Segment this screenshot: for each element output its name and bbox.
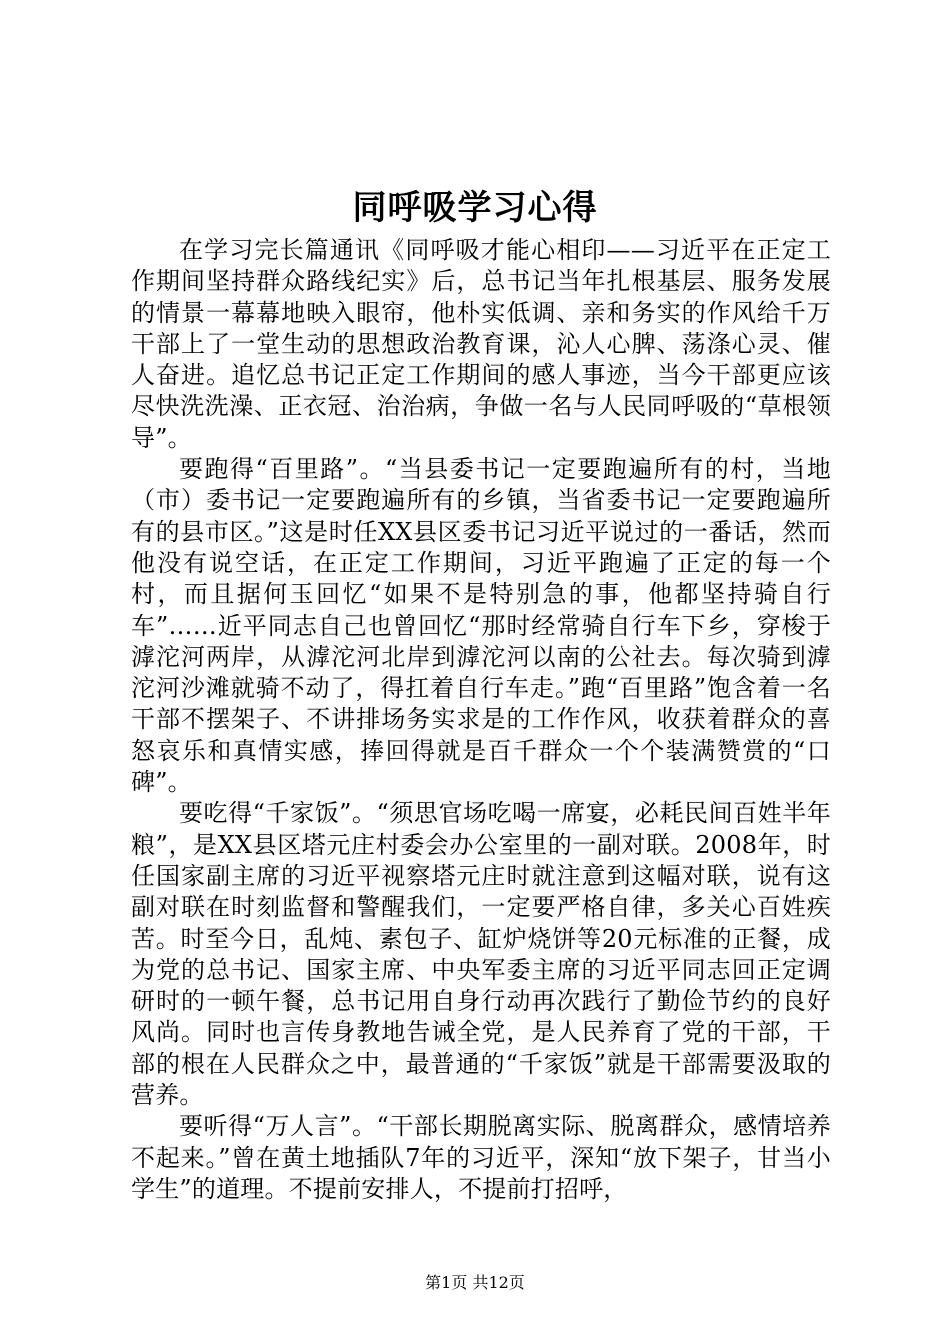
paragraph-wanren-yan: 要听得“万人言”。“干部长期脱离实际、脱离群众，感情培养不起来。”曾在黄土地插队7年的习近平，深知“放下架子，甘当小学生”的道理。不提前安排人，不提前打招呼，	[131, 1112, 831, 1203]
paragraph-intro: 在学习完长篇通讯《同呼吸才能心相印——习近平在正定工作期间坚持群众路线纪实》后，总书记当年扎根基层、服务发展的情景一幕幕地映入眼帘，他朴实低调、亲和务实的作风给千万干部上了一堂生动的思想政治教育课，沁人心脾、荡涤心灵、催人奋进。追忆总书记正定工作期间的感人事迹，当今干部更应该尽快洗洗澡、正衣冠、治治病，争做一名与人民同呼吸的“草根领导”。	[131, 236, 831, 452]
page-title: 同呼吸学习心得	[352, 188, 598, 228]
page-footer: 第1页 共12页	[425, 1273, 525, 1292]
paragraph-qianjia-fan: 要吃得“千家饭”。“须思官场吃喝一席宴，必耗民间百姓半年粮”，是XX县区塔元庄村委会办公室里的一副对联。2008年，时任国家副主席的习近平视察塔元庄时就注意到这幅对联，说有这副对联在时刻监督和警醒我们，一定要严格自律，多关心百姓疾苦。时至今日，乱炖、素包子、缸炉烧饼等20元标准的正餐，成为党的总书记、国家主席、中央军委主席的习近平同志回正定调研时的一顿午餐，总书记用自身行动再次践行了勤俭节约的良好风尚。同时也言传身教地告诫全党，是人民养育了党的干部，干部的根在人民群众之中，最普通的“千家饭”就是干部需要汲取的营养。	[131, 799, 831, 1110]
document-body	[131, 235, 831, 1205]
paragraph-baili-lu: 要跑得“百里路”。“当县委书记一定要跑遍所有的村，当地（市）委书记一定要跑遍所有的乡镇，当省委书记一定要跑遍所有的县市区。”这是时任XX县区委书记习近平说过的一番话，然而他没有说空话，在正定工作期间，习近平跑遍了正定的每一个村，而且据何玉回忆“如果不是特别急的事，他都坚持骑自行车”……近平同志自己也曾回忆“那时经常骑自行车下乡，穿梭于滹沱河两岸，从滹沱河北岸到滹沱河以南的公社去。每次骑到滹沱河沙滩就骑不动了，得扛着自行车走。”跑“百里路”饱含着一名干部不摆架子、不讲排场务实求是的工作作风，收获着群众的喜怒哀乐和真情实感，捧回得就是百千群众一个个装满赞赏的“口碑”。	[131, 455, 831, 797]
